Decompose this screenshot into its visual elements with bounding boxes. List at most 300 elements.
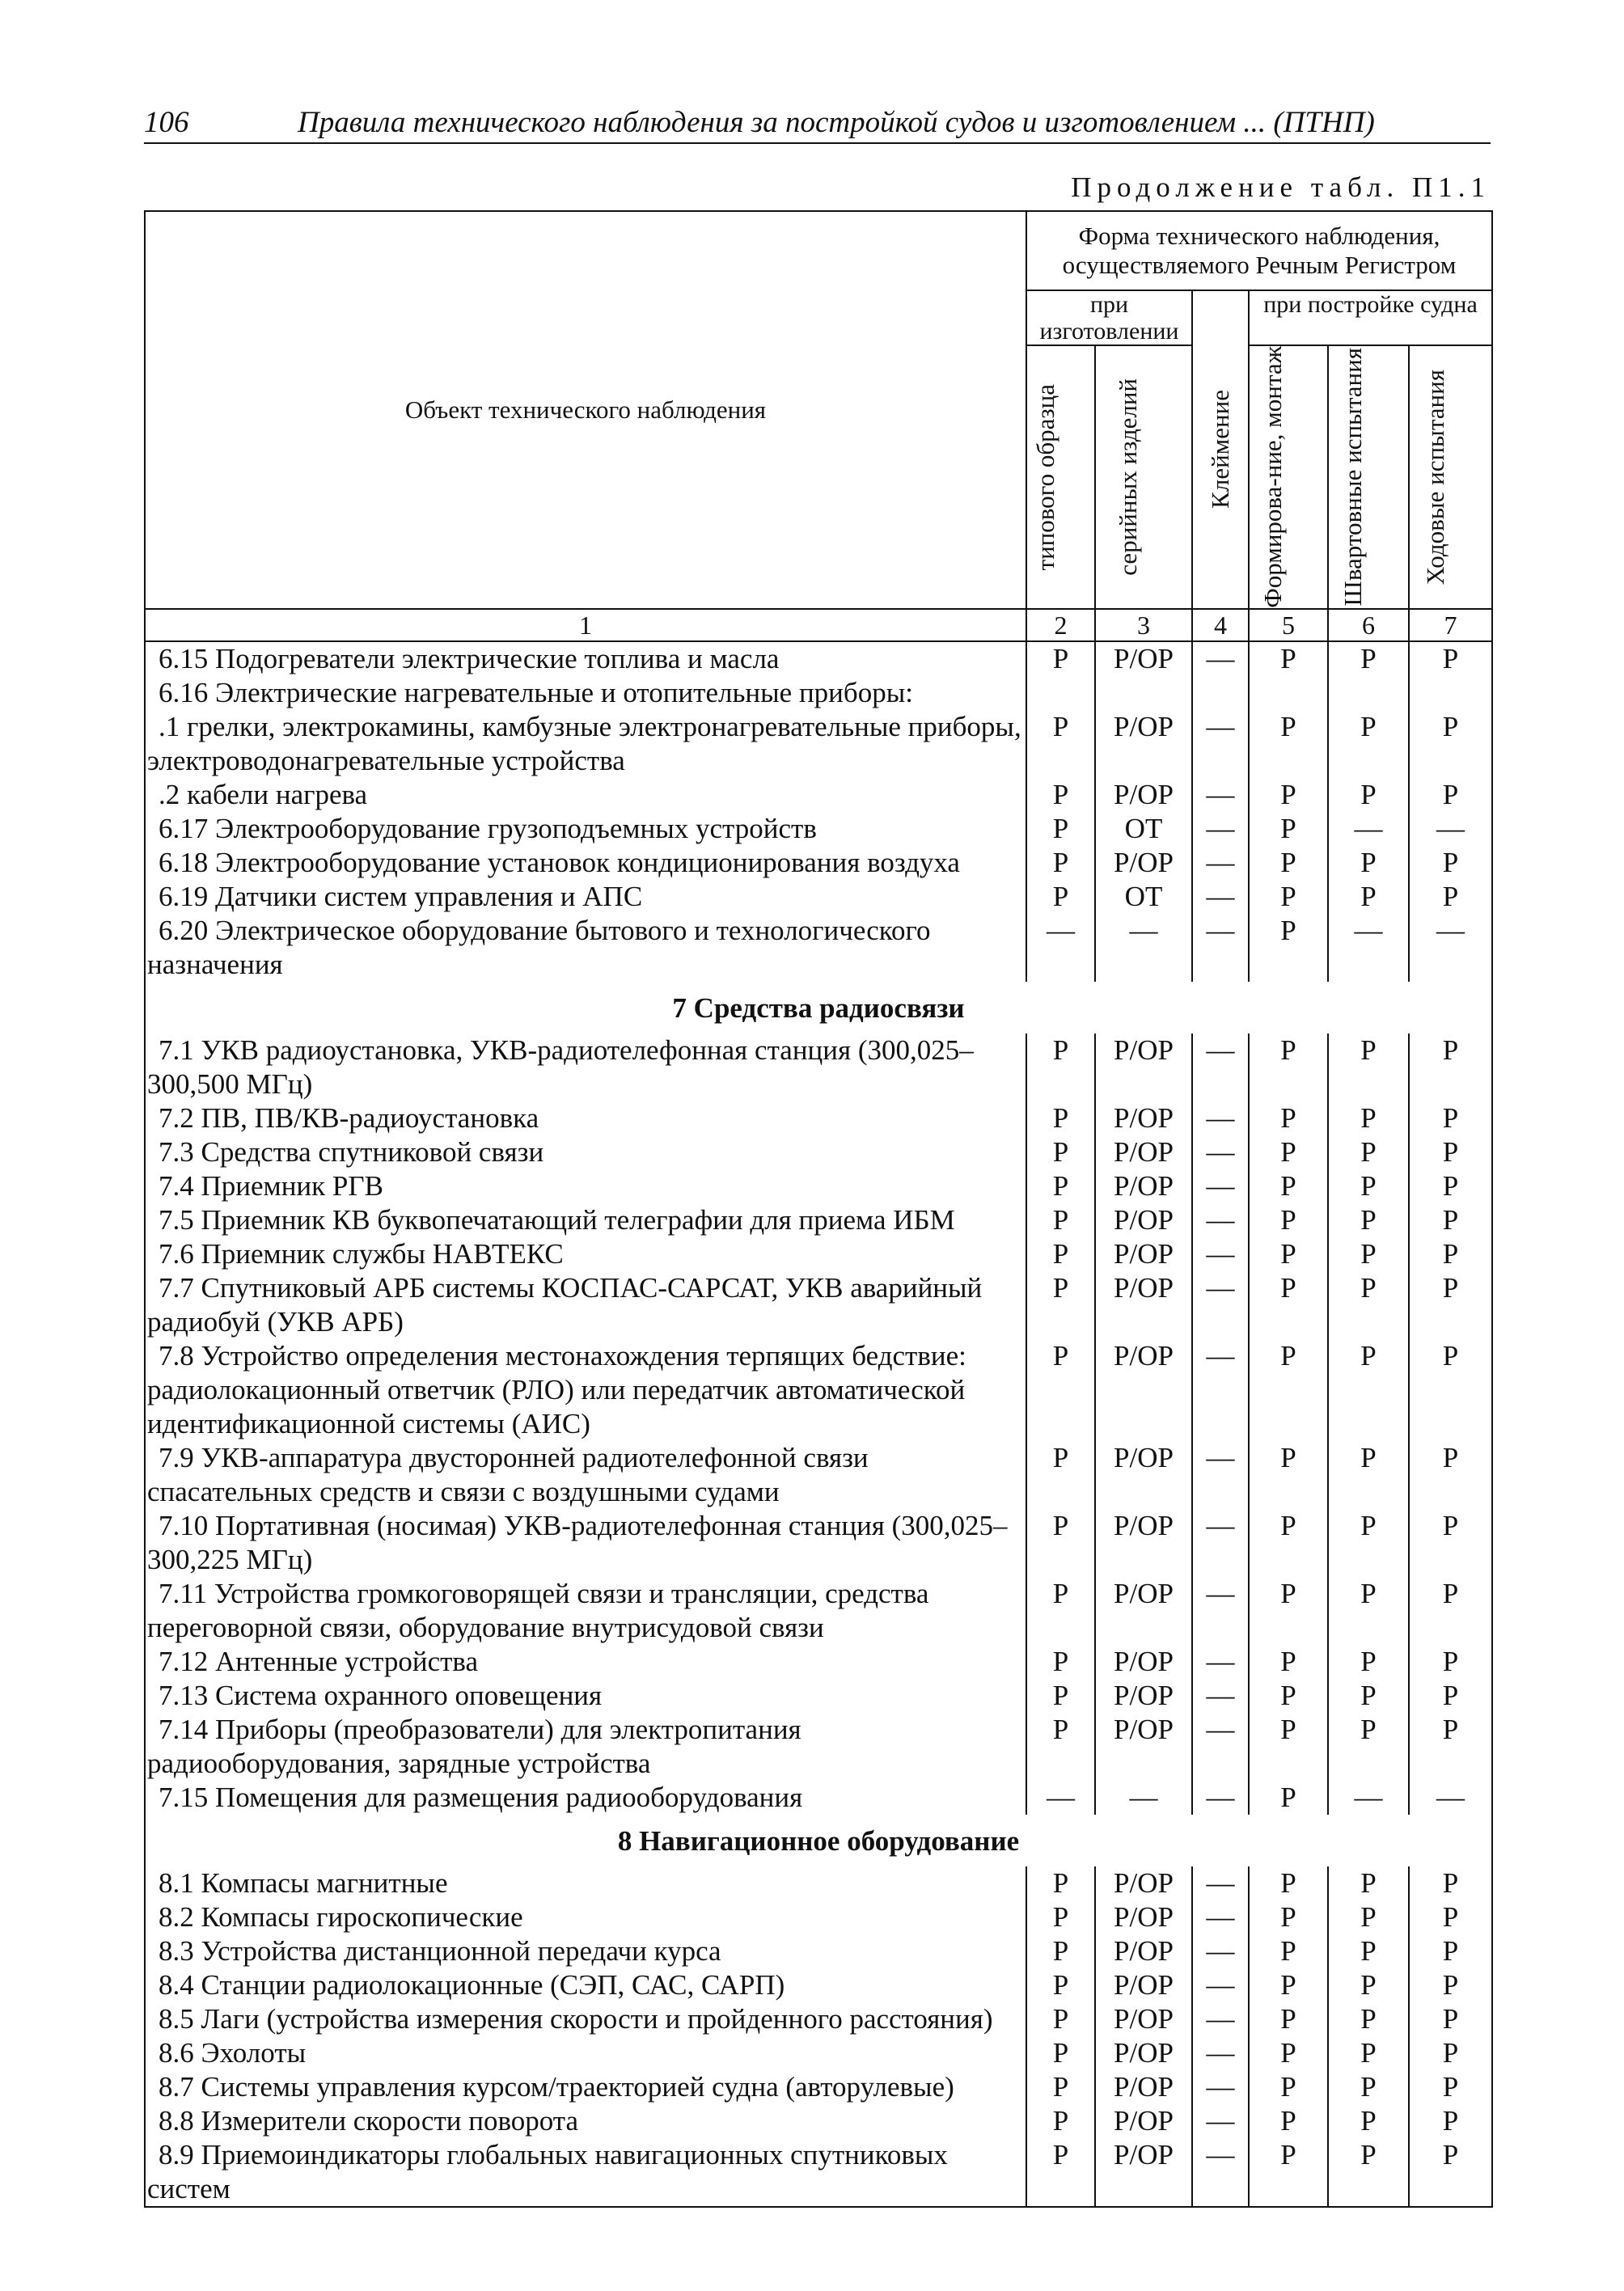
value-cell: Р: [1249, 880, 1328, 914]
value-cell: Р/ОР: [1095, 846, 1192, 880]
value-cell: Р: [1409, 1203, 1492, 1237]
value-cell: Р: [1026, 1866, 1095, 1900]
value-cell: Р: [1328, 846, 1409, 880]
table-row: [145, 1033, 1492, 1101]
value-cell: Р: [1249, 1866, 1328, 1900]
header-object: Объект технического наблюдения: [145, 211, 1026, 609]
value-cell: Р: [1409, 641, 1492, 676]
value-cell: Р: [1026, 2002, 1095, 2036]
object-text: 7.4 Приемник РГВ: [159, 1169, 383, 1202]
object-cell: [145, 1679, 1026, 1713]
table-row: [145, 710, 1492, 778]
value-cell: Р: [1409, 2138, 1492, 2207]
col-number: 5: [1249, 609, 1328, 641]
object-text: 7.14 Приборы (преобразователи) для электропитания радиооборудования, зарядные устройства: [147, 1713, 801, 1779]
value-cell: Р: [1409, 1135, 1492, 1169]
value-cell: Р: [1328, 1271, 1409, 1339]
value-cell: Р: [1328, 2070, 1409, 2104]
value-cell: Р: [1328, 880, 1409, 914]
object-cell: [145, 710, 1026, 778]
value-cell: Р/ОР: [1095, 1271, 1192, 1339]
object-text: 7.13 Система охранного оповещения: [159, 1679, 603, 1711]
object-text: 7.9 УКВ-аппаратура двусторонней радиотелефонной связи спасательных средств и связи с воздушными судами: [147, 1441, 869, 1507]
section-row: [145, 982, 1492, 1033]
object-text: 6.15 Подогреватели электрические топлива и масла: [159, 642, 780, 674]
value-cell: —: [1192, 1101, 1249, 1135]
object-cell: [145, 1135, 1026, 1169]
value-cell: Р: [1409, 2002, 1492, 2036]
value-cell: Р: [1249, 1203, 1328, 1237]
value-cell: Р: [1328, 1101, 1409, 1135]
value-cell: Р: [1249, 710, 1328, 778]
object-cell: [145, 1866, 1026, 1900]
value-cell: Р: [1249, 641, 1328, 676]
value-cell: Р/ОР: [1095, 1679, 1192, 1713]
value-cell: Р: [1409, 1441, 1492, 1509]
value-cell: Р/ОР: [1095, 778, 1192, 812]
value-cell: —: [1192, 1934, 1249, 1968]
value-cell: —: [1328, 812, 1409, 846]
value-cell: Р: [1409, 1509, 1492, 1577]
value-cell: —: [1192, 880, 1249, 914]
value-cell: Р: [1026, 1237, 1095, 1271]
value-cell: —: [1192, 846, 1249, 880]
table-row: [145, 1577, 1492, 1645]
object-text: 7.15 Помещения для размещения радиооборудования: [159, 1781, 803, 1813]
value-cell: —: [1192, 1781, 1249, 1815]
table-row: [145, 641, 1492, 676]
value-cell: —: [1192, 2104, 1249, 2138]
value-cell: Р: [1249, 1135, 1328, 1169]
value-cell: Р: [1026, 1968, 1095, 2002]
value-cell: Р: [1249, 846, 1328, 880]
table-row: [145, 676, 1492, 710]
section-title: 7 Средства радиосвязи: [145, 982, 1492, 1033]
col-number: 6: [1328, 609, 1409, 641]
value-cell: [1249, 676, 1328, 710]
value-cell: Р: [1249, 778, 1328, 812]
object-text: 6.20 Электрическое оборудование бытового и технологического назначения: [147, 914, 931, 980]
table-row: [145, 1237, 1492, 1271]
value-cell: Р: [1409, 2070, 1492, 2104]
value-cell: Р: [1409, 1968, 1492, 2002]
value-cell: Р: [1409, 2104, 1492, 2138]
value-cell: Р: [1328, 2036, 1409, 2070]
header-mooring: Швартовные испытания: [1328, 345, 1409, 609]
object-cell: [145, 2104, 1026, 2138]
table-row: [145, 1934, 1492, 1968]
value-cell: Р: [1328, 1033, 1409, 1101]
table-row: [145, 1645, 1492, 1679]
object-cell: [145, 880, 1026, 914]
object-cell: [145, 1645, 1026, 1679]
value-cell: Р: [1026, 1271, 1095, 1339]
section-title: 8 Навигационное оборудование: [145, 1815, 1492, 1866]
table-row: [145, 1101, 1492, 1135]
value-cell: Р: [1249, 1169, 1328, 1203]
object-text: 7.6 Приемник службы НАВТЕКС: [159, 1237, 564, 1270]
value-cell: —: [1192, 641, 1249, 676]
value-cell: Р: [1409, 846, 1492, 880]
value-cell: Р: [1249, 1679, 1328, 1713]
object-text: 8.5 Лаги (устройства измерения скорости и пройденного расстояния): [159, 2002, 993, 2035]
object-cell: [145, 1934, 1026, 1968]
value-cell: Р: [1249, 1968, 1328, 2002]
object-text: 7.12 Антенные устройства: [159, 1645, 479, 1677]
object-text: 8.2 Компасы гироскопические: [159, 1900, 523, 1933]
table-row: [145, 812, 1492, 846]
header-typical: типового образца: [1026, 345, 1095, 609]
value-cell: Р: [1328, 778, 1409, 812]
value-cell: —: [1192, 1441, 1249, 1509]
header-sea: Ходовые испытания: [1409, 345, 1492, 609]
value-cell: Р: [1026, 778, 1095, 812]
object-text: 8.4 Станции радиолокационные (СЭП, САС, САРП): [159, 1968, 785, 2001]
value-cell: Р: [1328, 1169, 1409, 1203]
object-cell: [145, 812, 1026, 846]
value-cell: Р: [1026, 710, 1095, 778]
value-cell: —: [1192, 2138, 1249, 2207]
value-cell: Р/ОР: [1095, 710, 1192, 778]
value-cell: Р: [1328, 710, 1409, 778]
value-cell: Р/ОР: [1095, 2138, 1192, 2207]
value-cell: Р: [1249, 1237, 1328, 1271]
object-cell: [145, 914, 1026, 982]
object-text: 8.8 Измерители скорости поворота: [159, 2104, 579, 2137]
value-cell: Р: [1328, 2104, 1409, 2138]
value-cell: Р/ОР: [1095, 1135, 1192, 1169]
value-cell: —: [1192, 812, 1249, 846]
col-number: 2: [1026, 609, 1095, 641]
value-cell: Р: [1328, 1679, 1409, 1713]
value-cell: —: [1192, 1866, 1249, 1900]
table-row: [145, 778, 1492, 812]
value-cell: Р/ОР: [1095, 1441, 1192, 1509]
object-cell: [145, 1339, 1026, 1441]
header-form: Форма технического наблюдения, осуществляемого Речным Регистром: [1026, 211, 1492, 290]
col-number: 4: [1192, 609, 1249, 641]
value-cell: —: [1095, 1781, 1192, 1815]
table-row: [145, 1713, 1492, 1781]
value-cell: —: [1192, 1135, 1249, 1169]
value-cell: Р: [1249, 1577, 1328, 1645]
table-row: [145, 846, 1492, 880]
value-cell: —: [1192, 2070, 1249, 2104]
value-cell: Р: [1328, 1577, 1409, 1645]
value-cell: Р/ОР: [1095, 1101, 1192, 1135]
value-cell: Р: [1249, 812, 1328, 846]
value-cell: Р: [1026, 2070, 1095, 2104]
value-cell: Р: [1026, 1033, 1095, 1101]
value-cell: —: [1095, 914, 1192, 982]
value-cell: —: [1026, 1781, 1095, 1815]
table-row: [145, 1968, 1492, 2002]
object-cell: [145, 1441, 1026, 1509]
object-text: 7.5 Приемник КВ буквопечатающий телеграфии для приема ИБМ: [159, 1203, 955, 1236]
value-cell: Р: [1026, 846, 1095, 880]
value-cell: Р/ОР: [1095, 1900, 1192, 1934]
object-cell: [145, 1577, 1026, 1645]
column-numbers-row: [145, 609, 1492, 641]
object-cell: [145, 1237, 1026, 1271]
value-cell: Р/ОР: [1095, 1203, 1192, 1237]
value-cell: Р: [1249, 2104, 1328, 2138]
object-text: 6.18 Электрооборудование установок кондиционирования воздуха: [159, 846, 960, 878]
object-text: 7.2 ПВ, ПВ/КВ-радиоустановка: [159, 1101, 539, 1134]
value-cell: —: [1192, 1900, 1249, 1934]
object-text: .2 кабели нагрева: [159, 778, 368, 810]
object-cell: [145, 1713, 1026, 1781]
table-row: [145, 1339, 1492, 1441]
page-number: 106: [144, 106, 189, 139]
object-cell: [145, 1781, 1026, 1815]
object-cell: [145, 778, 1026, 812]
value-cell: Р: [1328, 2002, 1409, 2036]
value-cell: Р: [1409, 1271, 1492, 1339]
value-cell: —: [1192, 1509, 1249, 1577]
col-number: 7: [1409, 609, 1492, 641]
value-cell: Р: [1409, 1679, 1492, 1713]
value-cell: Р: [1026, 812, 1095, 846]
object-cell: [145, 1101, 1026, 1135]
value-cell: —: [1192, 778, 1249, 812]
value-cell: Р: [1026, 2104, 1095, 2138]
value-cell: Р: [1328, 1645, 1409, 1679]
table-row: [145, 1679, 1492, 1713]
object-cell: [145, 1169, 1026, 1203]
value-cell: Р: [1026, 1900, 1095, 1934]
header-construction: при постройке судна: [1249, 290, 1492, 345]
value-cell: Р: [1026, 1713, 1095, 1781]
value-cell: Р: [1026, 880, 1095, 914]
value-cell: —: [1192, 914, 1249, 982]
value-cell: Р: [1249, 1101, 1328, 1135]
value-cell: Р: [1026, 1135, 1095, 1169]
table-continuation-label: Продолжение табл. П1.1: [1071, 171, 1491, 203]
value-cell: Р: [1026, 2036, 1095, 2070]
value-cell: —: [1192, 1271, 1249, 1339]
table-row: [145, 1441, 1492, 1509]
value-cell: Р: [1249, 2002, 1328, 2036]
value-cell: —: [1328, 914, 1409, 982]
object-cell: [145, 1033, 1026, 1101]
object-cell: [145, 2138, 1026, 2207]
value-cell: —: [1192, 1033, 1249, 1101]
value-cell: Р: [1249, 1033, 1328, 1101]
table-row: [145, 914, 1492, 982]
value-cell: Р/ОР: [1095, 1866, 1192, 1900]
object-cell: [145, 1900, 1026, 1934]
table-row: [145, 1169, 1492, 1203]
value-cell: [1026, 676, 1095, 710]
value-cell: Р: [1026, 1679, 1095, 1713]
value-cell: Р/ОР: [1095, 1033, 1192, 1101]
object-text: 8.9 Приемоиндикаторы глобальных навигационных спутниковых систем: [147, 2138, 948, 2204]
value-cell: Р: [1409, 1169, 1492, 1203]
value-cell: —: [1192, 1645, 1249, 1679]
object-text: 6.16 Электрические нагревательные и отопительные приборы:: [159, 676, 913, 708]
value-cell: —: [1192, 2002, 1249, 2036]
value-cell: Р: [1026, 1339, 1095, 1441]
value-cell: Р/ОР: [1095, 2036, 1192, 2070]
value-cell: Р: [1249, 2036, 1328, 2070]
value-cell: Р: [1328, 1509, 1409, 1577]
value-cell: Р: [1328, 1934, 1409, 1968]
value-cell: —: [1192, 1203, 1249, 1237]
value-cell: —: [1192, 1339, 1249, 1441]
value-cell: Р: [1026, 1169, 1095, 1203]
value-cell: Р: [1409, 1713, 1492, 1781]
value-cell: —: [1328, 1781, 1409, 1815]
value-cell: Р: [1026, 1645, 1095, 1679]
object-cell: [145, 1271, 1026, 1339]
value-cell: [1409, 676, 1492, 710]
object-text: 8.3 Устройства дистанционной передачи курса: [159, 1934, 721, 1967]
value-cell: Р: [1409, 1645, 1492, 1679]
object-cell: [145, 846, 1026, 880]
object-text: 7.11 Устройства громкоговорящей связи и трансляции, средства переговорной связи, оборудование внутрисудовой связи: [147, 1577, 929, 1643]
object-cell: [145, 1203, 1026, 1237]
value-cell: Р: [1328, 1713, 1409, 1781]
value-cell: Р: [1249, 914, 1328, 982]
value-cell: Р: [1026, 1577, 1095, 1645]
table-row: [145, 2070, 1492, 2104]
table-row: [145, 1203, 1492, 1237]
value-cell: Р/ОР: [1095, 2104, 1192, 2138]
object-text: 7.7 Спутниковый АРБ системы КОСПАС-САРСАТ, УКВ аварийный радиобуй (УКВ АРБ): [147, 1271, 983, 1338]
value-cell: Р/ОР: [1095, 1577, 1192, 1645]
section-row: [145, 1815, 1492, 1866]
table-row: [145, 1271, 1492, 1339]
object-text: 8.6 Эхолоты: [159, 2036, 307, 2069]
table-body: [145, 641, 1492, 2207]
value-cell: —: [1192, 2036, 1249, 2070]
header-serial: серийных изделий: [1095, 345, 1192, 609]
value-cell: Р/ОР: [1095, 1934, 1192, 1968]
value-cell: Р: [1328, 641, 1409, 676]
page-header: [144, 102, 1491, 144]
value-cell: Р: [1409, 1900, 1492, 1934]
value-cell: Р: [1328, 1866, 1409, 1900]
object-cell: [145, 2070, 1026, 2104]
value-cell: —: [1192, 1968, 1249, 2002]
table-row: [145, 1866, 1492, 1900]
value-cell: Р: [1409, 1866, 1492, 1900]
header-manufacture: при изготовлении: [1026, 290, 1192, 345]
value-cell: Р: [1409, 1339, 1492, 1441]
value-cell: —: [1192, 1169, 1249, 1203]
value-cell: Р: [1409, 1934, 1492, 1968]
value-cell: ОТ: [1095, 880, 1192, 914]
table-row: [145, 2002, 1492, 2036]
value-cell: Р/ОР: [1095, 641, 1192, 676]
object-text: 6.19 Датчики систем управления и АПС: [159, 880, 643, 912]
object-text: 6.17 Электрооборудование грузоподъемных устройств: [159, 812, 817, 844]
value-cell: Р: [1409, 1101, 1492, 1135]
table-row: [145, 2104, 1492, 2138]
value-cell: Р: [1409, 1577, 1492, 1645]
value-cell: Р: [1409, 1033, 1492, 1101]
object-cell: [145, 1968, 1026, 2002]
value-cell: Р: [1328, 1203, 1409, 1237]
value-cell: Р: [1026, 2138, 1095, 2207]
value-cell: Р: [1249, 1713, 1328, 1781]
value-cell: Р: [1026, 1101, 1095, 1135]
object-text: 8.1 Компасы магнитные: [159, 1866, 448, 1899]
value-cell: —: [1192, 1713, 1249, 1781]
value-cell: Р: [1328, 1237, 1409, 1271]
value-cell: —: [1409, 812, 1492, 846]
value-cell: Р: [1409, 1237, 1492, 1271]
table-row: [145, 1781, 1492, 1815]
value-cell: Р/ОР: [1095, 1169, 1192, 1203]
value-cell: Р: [1249, 1339, 1328, 1441]
object-cell: [145, 2002, 1026, 2036]
value-cell: —: [1409, 914, 1492, 982]
table-row: [145, 1900, 1492, 1934]
value-cell: Р/ОР: [1095, 1968, 1192, 2002]
value-cell: Р/ОР: [1095, 1713, 1192, 1781]
value-cell: Р: [1328, 1135, 1409, 1169]
value-cell: Р/ОР: [1095, 2070, 1192, 2104]
value-cell: Р: [1249, 1509, 1328, 1577]
value-cell: Р: [1249, 1441, 1328, 1509]
object-cell: [145, 2036, 1026, 2070]
value-cell: Р: [1026, 1509, 1095, 1577]
value-cell: —: [1409, 1781, 1492, 1815]
oversight-table: [144, 210, 1493, 2208]
value-cell: —: [1192, 1577, 1249, 1645]
value-cell: Р: [1409, 880, 1492, 914]
object-cell: [145, 1509, 1026, 1577]
value-cell: Р: [1328, 1968, 1409, 2002]
value-cell: Р: [1249, 1934, 1328, 1968]
value-cell: —: [1192, 1679, 1249, 1713]
value-cell: Р: [1026, 1441, 1095, 1509]
table-row: [145, 1509, 1492, 1577]
object-text: 7.10 Портативная (носимая) УКВ-радиотелефонная станция (300,025–300,225 МГц): [147, 1509, 1008, 1575]
value-cell: Р/ОР: [1095, 1645, 1192, 1679]
value-cell: —: [1026, 914, 1095, 982]
value-cell: Р: [1328, 2138, 1409, 2207]
value-cell: —: [1192, 710, 1249, 778]
table-row: [145, 2036, 1492, 2070]
value-cell: —: [1192, 1237, 1249, 1271]
object-text: 7.1 УКВ радиоустановка, УКВ-радиотелефонная станция (300,025–300,500 МГц): [147, 1033, 974, 1100]
value-cell: [1192, 676, 1249, 710]
value-cell: Р: [1026, 641, 1095, 676]
object-text: 8.7 Системы управления курсом/траекторией судна (авторулевые): [159, 2070, 954, 2103]
value-cell: Р/ОР: [1095, 1237, 1192, 1271]
value-cell: Р: [1249, 1645, 1328, 1679]
value-cell: Р: [1409, 2036, 1492, 2070]
value-cell: Р/ОР: [1095, 1509, 1192, 1577]
object-cell: [145, 676, 1026, 710]
col-number: 3: [1095, 609, 1192, 641]
value-cell: Р: [1026, 1934, 1095, 1968]
value-cell: Р: [1328, 1339, 1409, 1441]
running-title: Правила технического наблюдения за постройкой судов и изготовлением ... (ПТНП): [298, 106, 1375, 139]
value-cell: Р/ОР: [1095, 2002, 1192, 2036]
table-row: [145, 2138, 1492, 2207]
header-forming: Формирова-ние, монтаж: [1249, 345, 1328, 609]
value-cell: Р: [1249, 2138, 1328, 2207]
object-cell: [145, 641, 1026, 676]
value-cell: Р: [1249, 2070, 1328, 2104]
value-cell: Р: [1249, 1900, 1328, 1934]
value-cell: Р: [1409, 778, 1492, 812]
col-number: 1: [145, 609, 1026, 641]
